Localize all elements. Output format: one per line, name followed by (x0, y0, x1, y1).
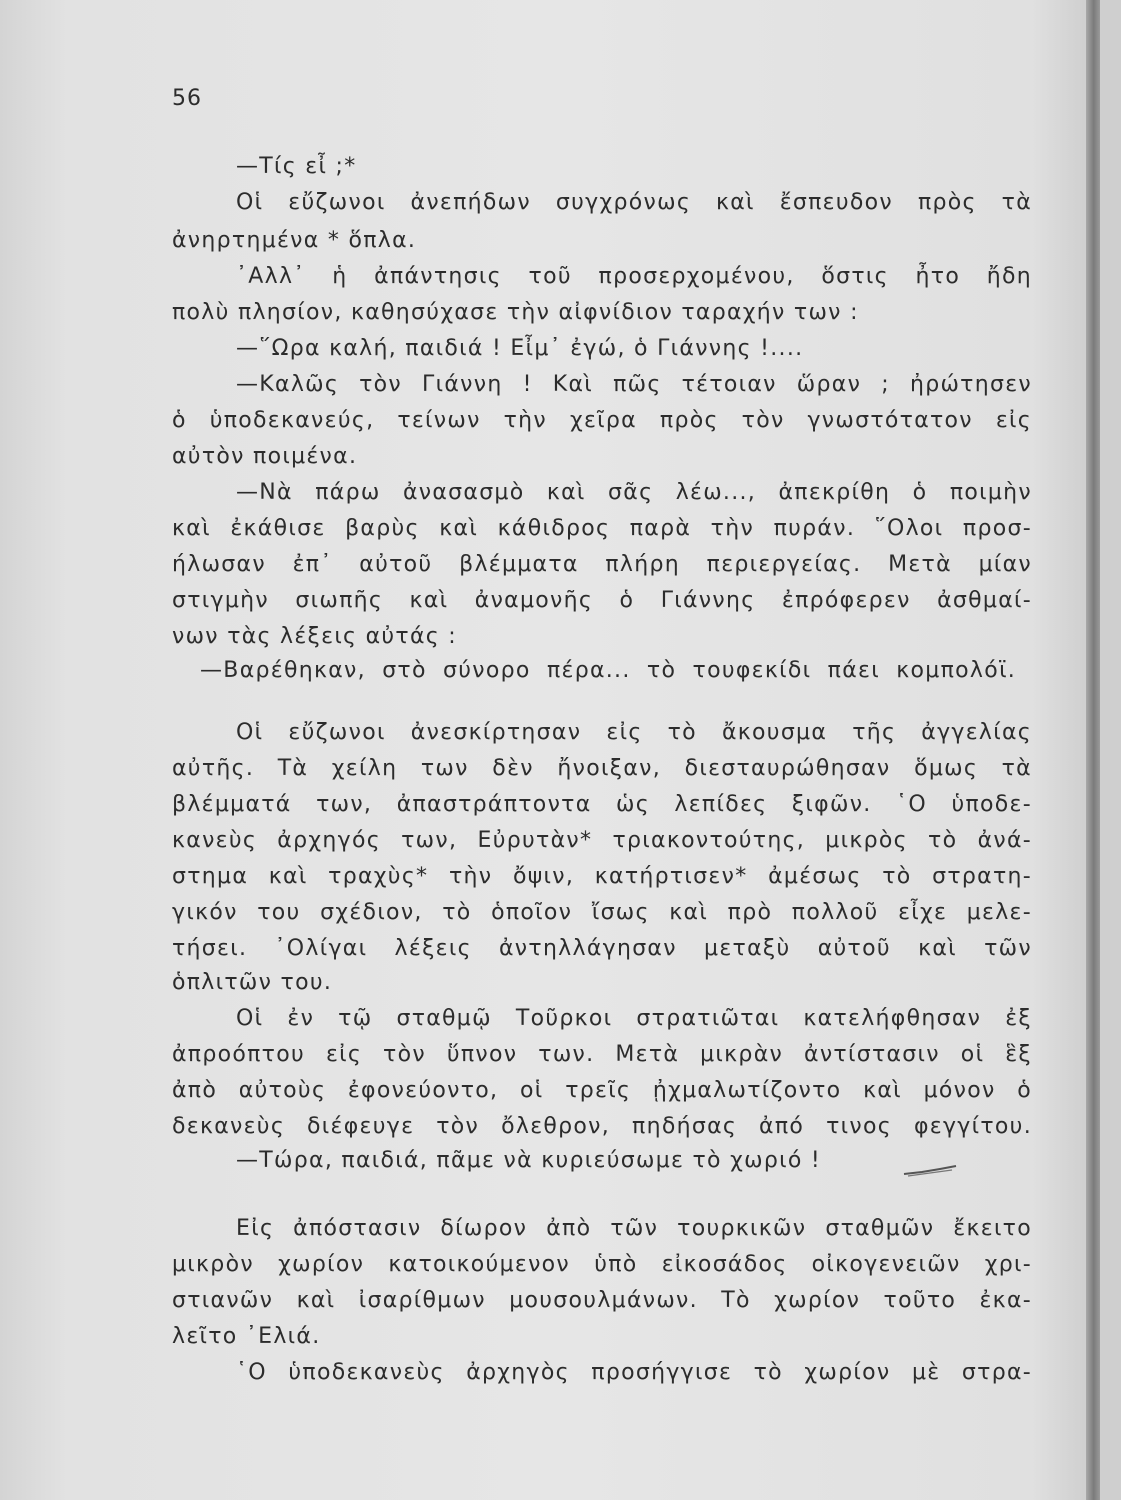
text-line: Οἱ εὔζωνοι ἀνεπήδων συγχρόνως καὶ ἔσπευδον πρὸς τὰ (236, 190, 1032, 215)
text-line: ἀνηρτημένα * ὅπλα. (172, 228, 417, 253)
text-line: στιγμὴν σιωπῆς καὶ ἀναμονῆς ὁ Γιάννης ἐπρόφερεν ἀσθμαί- (172, 588, 1032, 613)
text-line: κανεὺς ἀρχηγός των, Εὐρυτὰν* τριακοντούτης, μικρὸς τὸ ἀνά- (172, 828, 1032, 853)
text-line: ὁπλιτῶν του. (172, 970, 333, 995)
text-line: ἀπὸ αὐτοὺς ἐφονεύοντο, οἱ τρεῖς ᾐχμαλωτίζοντο καὶ μόνον ὁ (172, 1078, 1032, 1103)
text-line: —Καλῶς τὸν Γιάννη ! Καὶ πῶς τέτοιαν ὥραν ; ἠρώτησεν (236, 372, 1032, 397)
text-line: —Τώρα, παιδιά, πᾶμε νὰ κυριεύσωμε τὸ χωριό ! (236, 1148, 821, 1173)
text-line: δεκανεὺς διέφευγε τὸν ὄλεθρον, πηδήσας ἀπό τινος φεγγίτου. (172, 1114, 1032, 1139)
text-line: πολὺ πλησίον, καθησύχασε τὴν αἰφνίδιον ταραχήν των : (172, 300, 859, 325)
text-line: τήσει. ᾽Ολίγαι λέξεις ἀντηλλάγησαν μεταξὺ αὐτοῦ καὶ τῶν (172, 936, 1032, 961)
ink-mark (900, 1160, 960, 1180)
text-line: λεῖτο ᾽Ελιά. (172, 1324, 321, 1349)
text-line: καὶ ἐκάθισε βαρὺς καὶ κάθιδρος παρὰ τὴν πυράν. ῞Ολοι προσ- (172, 516, 1032, 541)
text-line: γικόν του σχέδιον, τὸ ὁποῖον ἴσως καὶ πρὸ πολλοῦ εἶχε μελε- (172, 900, 1032, 925)
text-line: νων τὰς λέξεις αὐτάς : (172, 624, 457, 649)
text-line: —῞Ωρα καλή, παιδιά ! Εἶμ᾽ ἐγώ, ὁ Γιάννης !.... (236, 336, 804, 361)
text-line: ήλωσαν ἐπ᾽ αὐτοῦ βλέμματα πλήρη περιεργείας. Μετὰ μίαν (172, 552, 1032, 577)
text-line: Εἰς ἀπόστασιν δίωρον ἀπὸ τῶν τουρκικῶν σταθμῶν ἔκειτο (236, 1216, 1032, 1241)
text-line: ᾽Αλλ᾽ ἡ ἀπάντησις τοῦ προσερχομένου, ὅστις ἦτο ἤδη (236, 264, 1032, 289)
text-line: Οἱ ἐν τῷ σταθμῷ Τοῦρκοι στρατιῶται κατελήφθησαν ἐξ (236, 1006, 1032, 1031)
facing-page-edge (1100, 0, 1121, 1500)
text-line: —Βαρέθηκαν, στὸ σύνορο πέρα... τὸ τουφεκίδι πάει κομπολόϊ. (200, 658, 1016, 683)
text-line: ὁ ὑποδεκανεύς, τείνων τὴν χεῖρα πρὸς τὸν γνωστότατον εἰς (172, 408, 1032, 433)
text-line: ἀπροόπτου εἰς τὸν ὕπνον των. Μετὰ μικρὰν ἀντίστασιν οἱ ἓξ (172, 1042, 1032, 1067)
text-line: στημα καὶ τραχὺς* τὴν ὄψιν, κατήρτισεν* ἀμέσως τὸ στρατη- (172, 864, 1032, 889)
text-line: —Τίς εἶ ;* (236, 154, 357, 179)
page-number: 56 (172, 86, 202, 111)
text-line: ῾Ο ὑποδεκανεὺς ἀρχηγὸς προσήγγισε τὸ χωρίον μὲ στρα- (236, 1360, 1032, 1385)
text-line: αὐτὸν ποιμένα. (172, 444, 358, 469)
book-spine (1086, 0, 1100, 1500)
text-line: στιανῶν καὶ ἰσαρίθμων μουσουλμάνων. Τὸ χωρίον τοῦτο ἐκα- (172, 1288, 1032, 1313)
text-line: μικρὸν χωρίον κατοικούμενον ὑπὸ εἰκοσάδος οἰκογενειῶν χρι- (172, 1252, 1032, 1277)
text-line: Οἱ εὔζωνοι ἀνεσκίρτησαν εἰς τὸ ἄκουσμα τῆς ἀγγελίας (236, 720, 1032, 745)
text-line: βλέμματά των, ἀπαστράπτοντα ὡς λεπίδες ξιφῶν. ῾Ο ὑποδε- (172, 792, 1032, 817)
text-line: αὐτῆς. Τὰ χείλη των δὲν ἤνοιξαν, διεσταυρώθησαν ὅμως τὰ (172, 756, 1032, 781)
text-line: —Νὰ πάρω ἀνασασμὸ καὶ σᾶς λέω..., ἀπεκρίθη ὁ ποιμὴν (236, 480, 1032, 505)
